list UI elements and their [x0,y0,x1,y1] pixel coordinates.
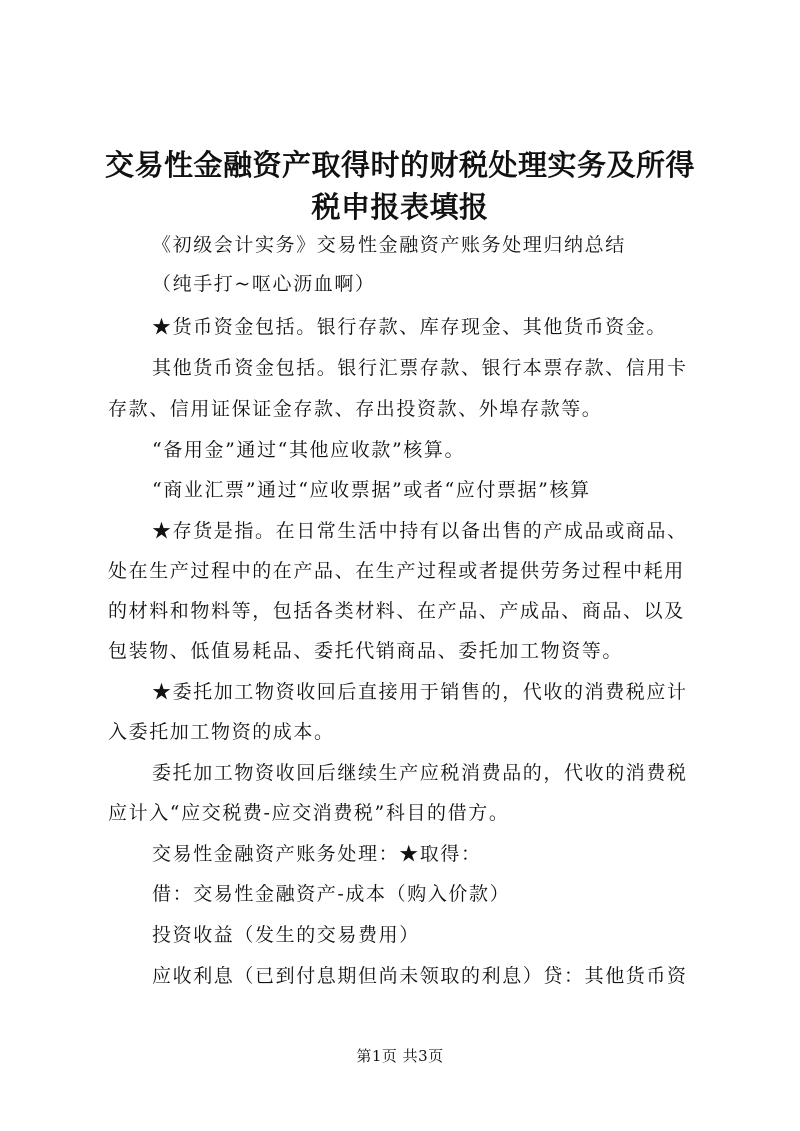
text-line: ★委托加工物资收回后直接用于销售的，代收的消费税应计 [152,681,688,703]
text-line: 存款、信用证保证金存款、存出投资款、外埠存款等。 [108,398,603,420]
text-line: 处在生产过程中的在产品、在生产过程或者提供劳务过程中耗用 [108,560,685,582]
text-line: “商业汇票”通过“应收票据”或者“应付票据”核算 [152,479,591,501]
page-number-footer: 第1页 共3页 [356,1047,444,1065]
text-line: 包装物、低值易耗品、委托代销商品、委托加工物资等。 [108,640,624,662]
text-line: 借：交易性金融资产-成本（购入价款） [152,883,511,905]
text-line: 应收利息（已到付息期但尚未领取的利息）贷：其他货币资 [152,965,688,987]
text-line: ★货币资金包括。银行存款、库存现金、其他货币资金。 [152,316,668,338]
text-line: “备用金”通过“其他应收款”核算。 [152,439,466,461]
text-line: 入委托加工物资的成本。 [108,721,335,743]
text-line: 交易性金融资产账务处理：★取得： [152,843,482,865]
text-line: 的材料和物料等，包括各类材料、在产品、产成品、商品、以及 [108,600,685,622]
text-line: 委托加工物资收回后继续生产应税消费品的，代收的消费税 [152,762,688,784]
text-line: （纯手打~呕心沥血啊） [152,273,376,295]
text-line: 应计入“应交税费-应交消费税”科目的借方。 [108,802,510,824]
document-title-line-1: 交易性金融资产取得时的财税处理实务及所得 [104,148,695,182]
text-line: 投资收益（发生的交易费用） [152,924,420,946]
document-title-line-2: 税申报表填报 [311,190,489,224]
subtitle-line: 《初级会计实务》交易性金融资产账务处理归纳总结 [152,234,626,256]
text-line: ★存货是指。在日常生活中持有以备出售的产成品或商品、 [152,520,688,542]
text-line: 其他货币资金包括。银行汇票存款、银行本票存款、信用卡 [152,357,688,379]
